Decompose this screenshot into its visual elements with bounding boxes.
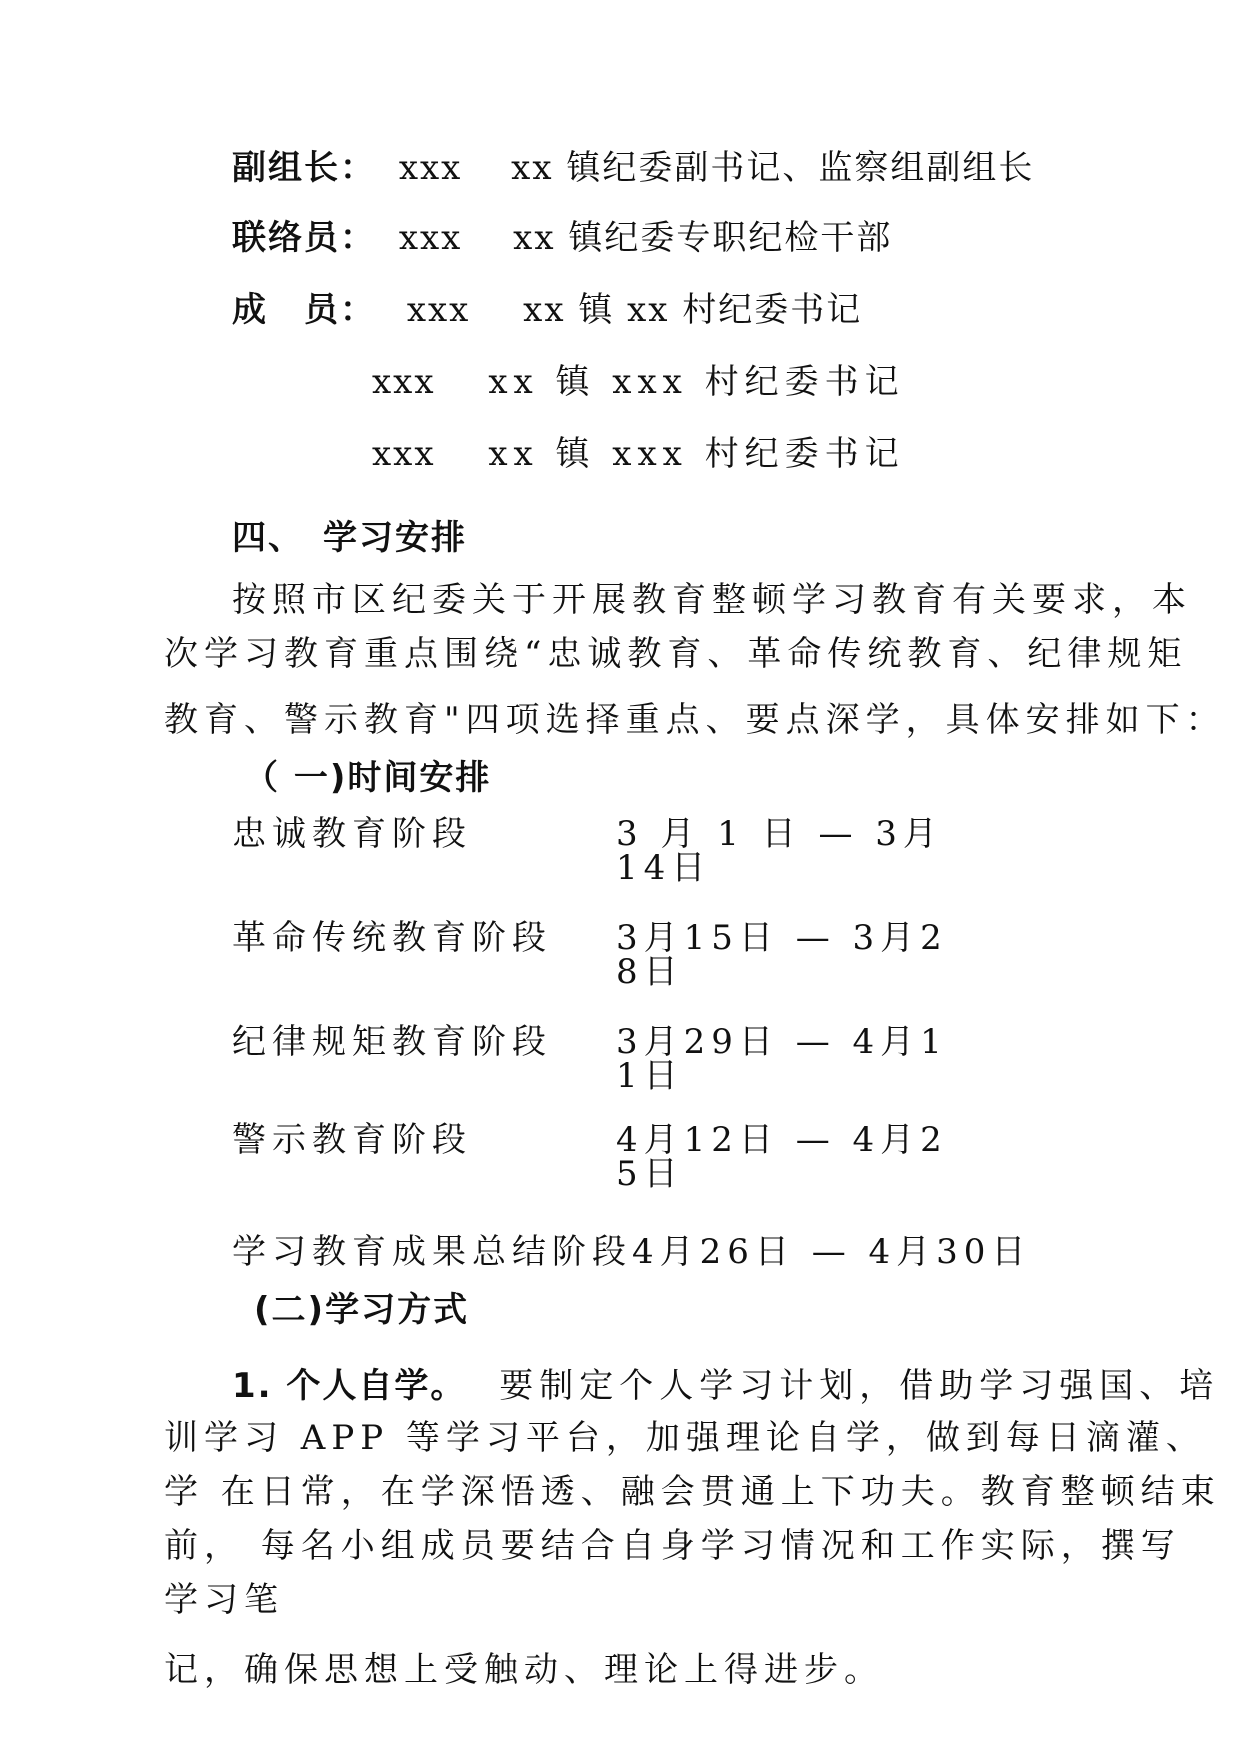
stage-date: 3 月 1 日 — 3月14日 bbox=[616, 814, 943, 888]
member-name: xxx bbox=[398, 218, 463, 258]
roster-row-deputy bbox=[232, 148, 1034, 188]
member-name: xxx bbox=[372, 362, 436, 402]
role-label: 副组长： bbox=[232, 148, 376, 188]
paragraph-line: 次学习教育重点围绕“忠诚教育、革命传统教育、纪律规矩 bbox=[164, 634, 1188, 674]
member-name: xxx bbox=[372, 434, 436, 474]
stage-date: 3月15日 — 3月28日 bbox=[616, 918, 948, 992]
stage-name: 纪律规矩教育阶段 bbox=[232, 1022, 552, 1062]
paragraph-line: 前， 每名小组成员要结合自身学习情况和工作实际，撰写 bbox=[164, 1526, 1181, 1566]
item-title: 1. 个人自学。 bbox=[232, 1366, 467, 1406]
roster-row-member bbox=[372, 434, 905, 474]
member-desc: xx 镇纪委副书记、监察组副组长 bbox=[511, 148, 1035, 188]
subsection-heading: (二)学习方式 bbox=[254, 1290, 470, 1330]
paragraph-line: 学习笔 bbox=[164, 1580, 284, 1620]
paragraph-line: 按照市区纪委关于开展教育整顿学习教育有关要求，本 bbox=[232, 580, 1192, 620]
paragraph-line: 记，确保思想上受触动、理论上得进步。 bbox=[164, 1650, 884, 1690]
stage-name: 学习教育成果总结阶段 bbox=[232, 1232, 632, 1272]
roster-row-member bbox=[372, 362, 905, 402]
stage-name: 革命传统教育阶段 bbox=[232, 918, 552, 958]
item-text: 要制定个人学习计划，借助学习强国、培 bbox=[499, 1366, 1220, 1406]
stage-name: 警示教育阶段 bbox=[232, 1120, 472, 1160]
paragraph-line: 教育、警示教育"四项选择重点、要点深学，具体安排如下： bbox=[164, 700, 1226, 740]
roster-row-member bbox=[232, 290, 862, 330]
role-label: 联络员： bbox=[232, 218, 376, 258]
paragraph-line bbox=[232, 1366, 1219, 1406]
stage-date: 4月26日 — 4月30日 bbox=[632, 1232, 1032, 1272]
role-label: 成 员： bbox=[232, 290, 376, 330]
paragraph-line: 学 在日常，在学深悟透、融会贯通上下功夫。教育整顿结束 bbox=[164, 1472, 1221, 1512]
member-desc: xx 镇 xx 村纪委书记 bbox=[523, 290, 863, 330]
member-desc: xx 镇纪委专职纪检干部 bbox=[513, 218, 893, 258]
member-desc: xx 镇 xxx 村纪委书记 bbox=[488, 434, 905, 474]
paragraph-line: 训学习 APP 等学习平台，加强理论自学，做到每日滴灌、 bbox=[164, 1418, 1206, 1458]
member-name: xxx bbox=[398, 148, 463, 188]
stage-name: 忠诚教育阶段 bbox=[232, 814, 472, 854]
subsection-heading: （ 一)时间安排 bbox=[244, 758, 492, 798]
stage-date: 4月12日 — 4月25日 bbox=[616, 1120, 948, 1194]
stage-date: 3月29日 — 4月11日 bbox=[616, 1022, 948, 1096]
roster-row-liaison bbox=[232, 218, 892, 258]
member-name: xxx bbox=[406, 290, 471, 330]
section-heading: 四、 学习安排 bbox=[232, 518, 467, 558]
member-desc: xx 镇 xxx 村纪委书记 bbox=[488, 362, 905, 402]
